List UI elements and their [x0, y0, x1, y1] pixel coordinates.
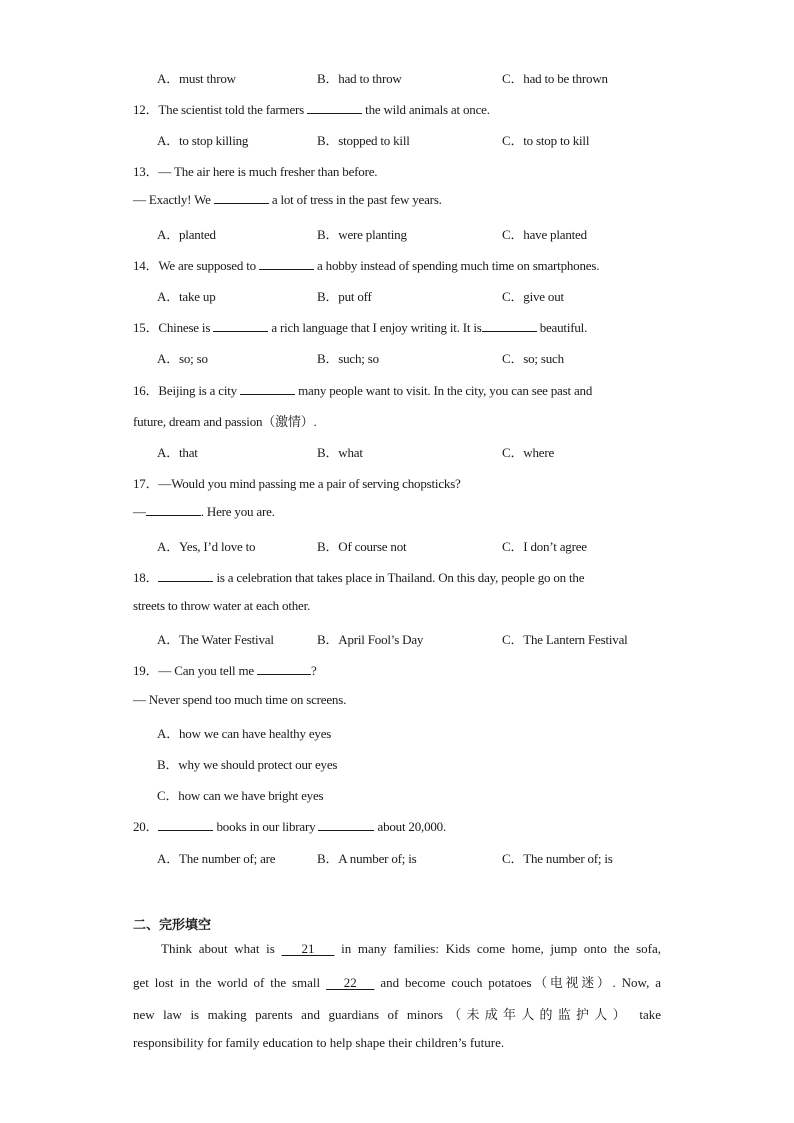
- answer-blank: [213, 320, 268, 332]
- q14-option-a: A．take up: [157, 289, 216, 304]
- q16-option-a: A．that: [157, 445, 198, 460]
- q18-option-c: C．The Lantern Festival: [502, 632, 628, 647]
- answer-blank: [318, 819, 374, 831]
- q15-stem: 15．Chinese is a rich language that I enjoy writing it. It is beautiful.: [133, 320, 588, 335]
- q13-stem-line2: — Exactly! We a lot of tress in the past few years.: [133, 192, 442, 207]
- answer-blank: [158, 570, 213, 582]
- answer-blank: [240, 383, 295, 395]
- q19-option-b: B．why we should protect our eyes: [157, 757, 338, 772]
- q13-option-c: C．have planted: [502, 227, 587, 242]
- passage-line-1: Think about what is 21 in many families: Kids come home, jump onto the sofa,: [161, 941, 662, 956]
- q17-option-a: A．Yes, I’d love to: [157, 539, 256, 554]
- q13-option-b: B．were planting: [317, 227, 407, 242]
- answer-blank: [146, 504, 201, 516]
- q12-option-c: C．to stop to kill: [502, 133, 590, 148]
- answer-blank: [158, 819, 213, 831]
- q13-stem-line1: 13．— The air here is much fresher than before.: [133, 164, 378, 179]
- q19-stem-line1: 19．— Can you tell me ?: [133, 663, 317, 678]
- answer-blank: [307, 102, 362, 114]
- q17-option-c: C．I don’t agree: [502, 539, 587, 554]
- q20-option-c: C．The number of; is: [502, 851, 613, 866]
- passage-line-2: get lost in the world of the small 22 and become couch potatoes（电视迷）. Now, a: [133, 975, 661, 990]
- q12-stem: 12．The scientist told the farmers the wild animals at once.: [133, 102, 490, 117]
- q20-option-b: B．A number of; is: [317, 851, 417, 866]
- q18-stem-line1: 18． is a celebration that takes place in Thailand. On this day, people go on the: [133, 570, 585, 585]
- q19-stem-line2: — Never spend too much time on screens.: [133, 692, 347, 707]
- q16-stem-line1: 16．Beijing is a city many people want to visit. In the city, you can see past and: [133, 383, 593, 398]
- blank-21: 21: [281, 941, 335, 956]
- q15-option-a: A．so; so: [157, 351, 208, 366]
- answer-blank: [257, 663, 311, 675]
- q15-option-b: B．such; so: [317, 351, 379, 366]
- passage-line-3: new law is making parents and guardians of minors（未成年人的监护人） take: [133, 1007, 661, 1022]
- answer-blank: [259, 258, 314, 270]
- q16-stem-line2: future, dream and passion（激情）.: [133, 414, 317, 429]
- q16-option-c: C．where: [502, 445, 555, 460]
- q11-option-a: A．must throw: [157, 71, 236, 86]
- q15-option-c: C．so; such: [502, 351, 564, 366]
- q11-option-b: B．had to throw: [317, 71, 402, 86]
- q11-option-c: C．had to be thrown: [502, 71, 608, 86]
- q16-option-b: B．what: [317, 445, 363, 460]
- q20-stem: 20． books in our library about 20,000.: [133, 819, 447, 834]
- q19-option-c: C．how can we have bright eyes: [157, 788, 324, 803]
- blank-22: 22: [326, 975, 375, 990]
- answer-blank: [214, 192, 269, 204]
- q14-stem: 14．We are supposed to a hobby instead of spending much time on smartphones.: [133, 258, 600, 273]
- q19-option-a: A．how we can have healthy eyes: [157, 726, 332, 741]
- section-heading-cloze: 二、完形填空: [133, 918, 212, 933]
- q17-stem-line1: 17．—Would you mind passing me a pair of serving chopsticks?: [133, 476, 461, 491]
- q12-option-a: A．to stop killing: [157, 133, 249, 148]
- q18-option-b: B．April Fool’s Day: [317, 632, 424, 647]
- q14-option-b: B．put off: [317, 289, 372, 304]
- q14-option-c: C．give out: [502, 289, 564, 304]
- q13-option-a: A．planted: [157, 227, 216, 242]
- q18-stem-line2: streets to throw water at each other.: [133, 598, 311, 613]
- q17-option-b: B．Of course not: [317, 539, 407, 554]
- q12-option-b: B．stopped to kill: [317, 133, 410, 148]
- answer-blank: [482, 320, 537, 332]
- q18-option-a: A．The Water Festival: [157, 632, 274, 647]
- passage-line-4: responsibility for family education to help shape their children’s future.: [133, 1035, 505, 1050]
- q20-option-a: A．The number of; are: [157, 851, 276, 866]
- q17-stem-line2: — . Here you are.: [133, 504, 275, 519]
